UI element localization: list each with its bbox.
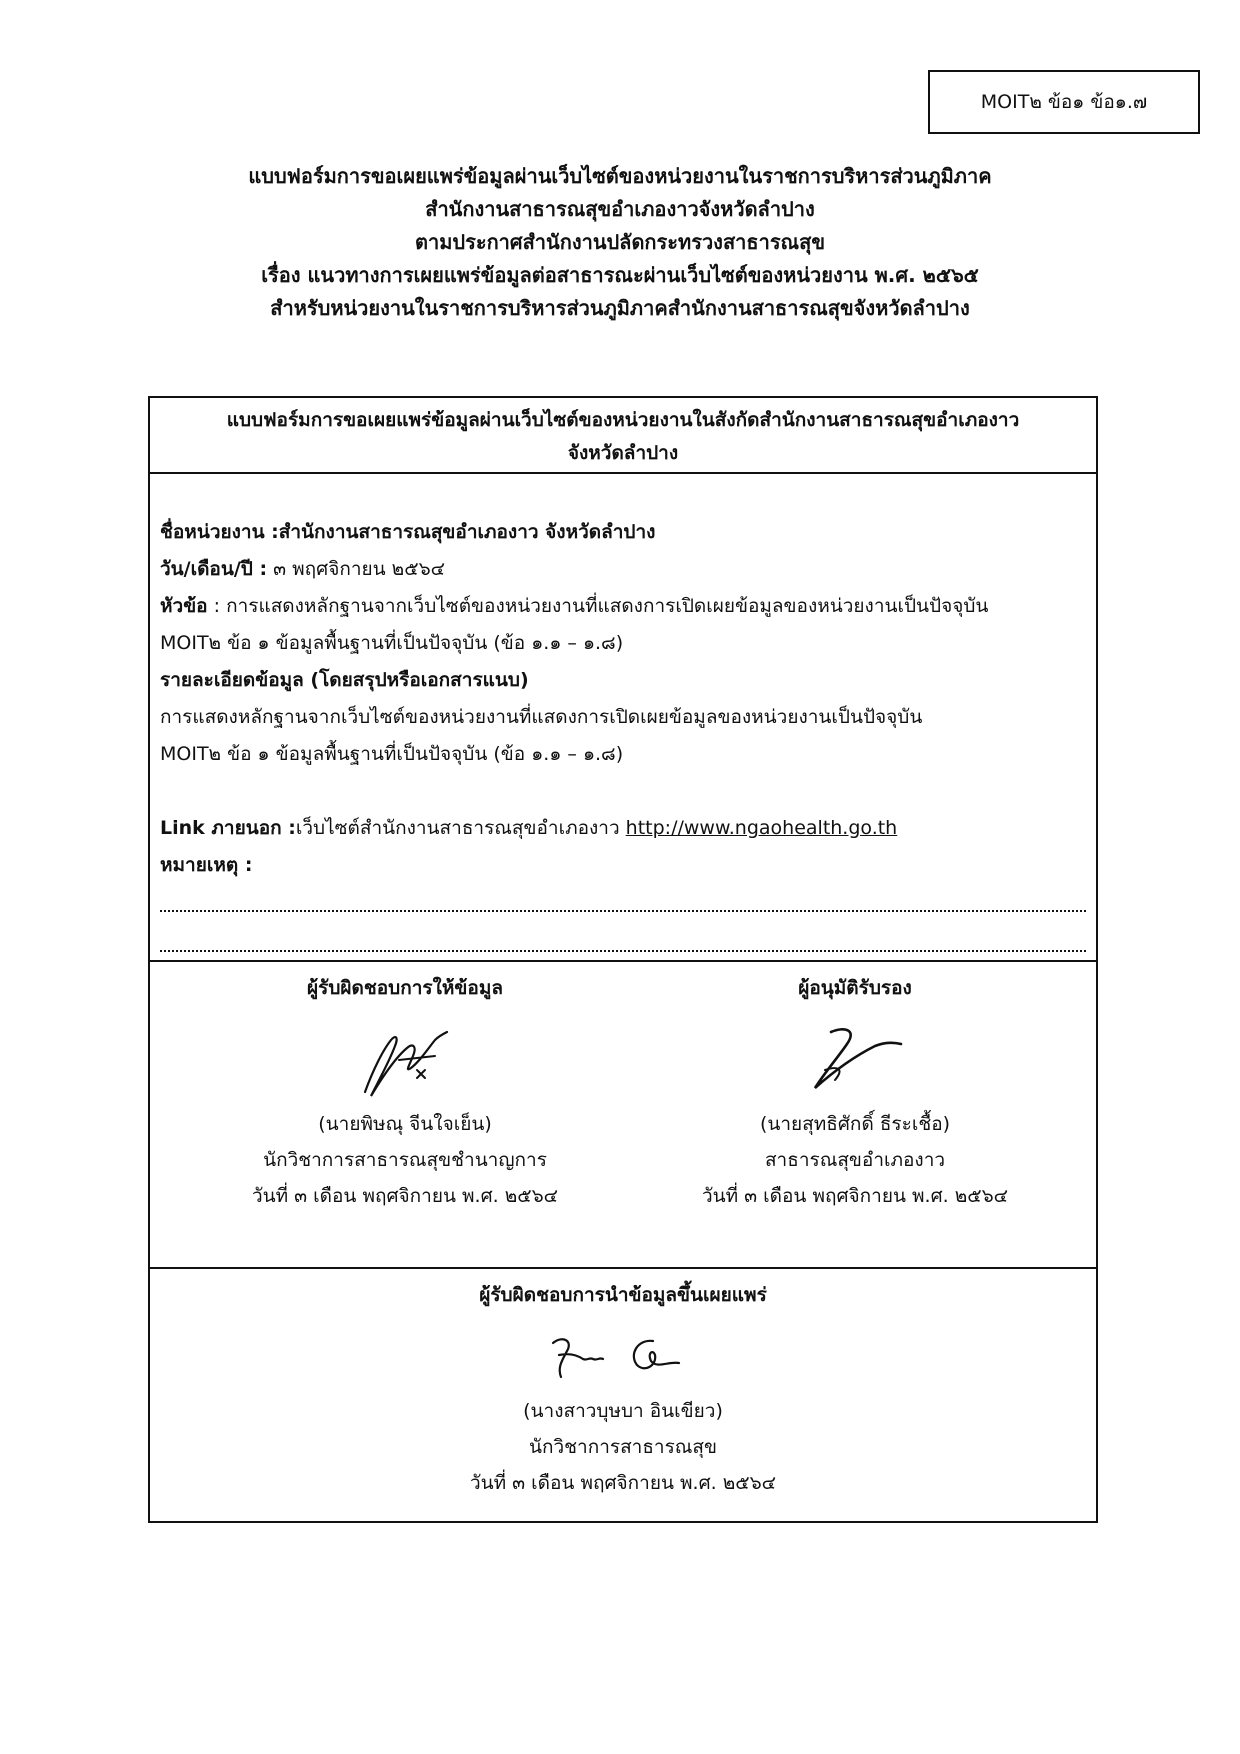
header-line-4: เรื่อง แนวทางการเผยแพร่ข้อมูลต่อสาธารณะผ่านเว็บไซต์ของหน่วยงาน พ.ศ. ๒๕๖๕: [261, 263, 979, 287]
provider-signature-image: [335, 1010, 475, 1106]
link-description: เว็บไซต์สำนักงานสาธารณสุขอำเภองาว: [295, 817, 626, 839]
link-row: [160, 810, 1086, 847]
details-label: รายละเอียดข้อมูล (โดยสรุปหรือเอกสารแนบ): [160, 669, 529, 691]
header-line-2: สำนักงานสาธารณสุขอำเภองาวจังหวัดลำปาง: [425, 197, 815, 221]
agency-label: ชื่อหน่วยงาน :: [160, 521, 279, 543]
header-line-1: แบบฟอร์มการขอเผยแพร่ข้อมูลผ่านเว็บไซต์ของหน่วยงานในราชการบริหารส่วนภูมิภาค: [248, 164, 992, 188]
topic-row: [160, 588, 1086, 625]
header-line-5: สำหรับหน่วยงานในราชการบริหารส่วนภูมิภาคสำนักงานสาธารณสุขจังหวัดลำปาง: [270, 296, 970, 320]
note-dotted-line-2: [160, 930, 1086, 952]
approver-role: ผู้อนุมัติรับรอง: [798, 977, 912, 999]
publisher-signature-image: [533, 1321, 713, 1393]
form-details-section: [150, 474, 1096, 962]
publisher-name: (นางสาวบุษบา อินเขียว): [523, 1400, 723, 1422]
reference-code: MOIT๒ ข้อ๑ ข้อ๑.๗: [980, 91, 1148, 113]
publisher-section: [150, 1269, 1096, 1521]
date-row: [160, 551, 1086, 588]
form-title-line-1: แบบฟอร์มการขอเผยแพร่ข้อมูลผ่านเว็บไซต์ของหน่วยงานในสังกัดสำนักงานสาธารณสุขอำเภองาว: [226, 409, 1020, 431]
provider-role: ผู้รับผิดชอบการให้ข้อมูล: [307, 977, 503, 999]
publisher-date: วันที่ ๓ เดือน พฤศจิกายน พ.ศ. ๒๕๖๔: [469, 1472, 777, 1494]
reference-code-box: [928, 70, 1200, 134]
spacer: [160, 773, 1086, 810]
link-label: Link ภายนอก :: [160, 817, 296, 839]
header-line-3: ตามประกาศสำนักงานปลัดกระทรวงสาธารณสุข: [414, 230, 825, 254]
provider-signature-block: [190, 970, 620, 1214]
approver-date: วันที่ ๓ เดือน พฤศจิกายน พ.ศ. ๒๕๖๔: [701, 1185, 1009, 1207]
topic-label: หัวข้อ: [160, 595, 208, 617]
website-link[interactable]: http://www.ngaohealth.go.th: [625, 817, 898, 839]
topic-line-2: MOIT๒ ข้อ ๑ ข้อมูลพื้นฐานที่เป็นปัจจุบัน (ข้อ ๑.๑ – ๑.๘): [160, 632, 624, 654]
provider-name: (นายพิษณุ จีนใจเย็น): [318, 1113, 492, 1135]
approver-signature-image: [785, 1010, 925, 1106]
document-header: [80, 160, 1160, 325]
details-line-2: MOIT๒ ข้อ ๑ ข้อมูลพื้นฐานที่เป็นปัจจุบัน (ข้อ ๑.๑ – ๑.๘): [160, 743, 624, 765]
approver-signature-block: [640, 970, 1070, 1214]
date-label: วัน/เดือน/ปี :: [160, 558, 268, 580]
signature-section: [150, 962, 1096, 1269]
provider-date: วันที่ ๓ เดือน พฤศจิกายน พ.ศ. ๒๕๖๔: [251, 1185, 559, 1207]
note-label: หมายเหตุ :: [160, 854, 253, 876]
publication-request-form: [148, 396, 1098, 1523]
note-dotted-line-1: [160, 890, 1086, 912]
agency-value: สำนักงานสาธารณสุขอำเภองาว จังหวัดลำปาง: [278, 521, 656, 543]
form-title-line-2: จังหวัดลำปาง: [567, 442, 679, 464]
publisher-role: ผู้รับผิดชอบการนำข้อมูลขึ้นเผยแพร่: [479, 1284, 767, 1306]
date-value: ๓ พฤศจิกายน ๒๕๖๔: [267, 558, 446, 580]
publisher-position: นักวิชาการสาธารณสุข: [528, 1436, 718, 1458]
approver-position: สาธารณสุขอำเภองาว: [764, 1149, 946, 1171]
form-title: [150, 398, 1096, 474]
approver-name: (นายสุทธิศักดิ์ ธีระเชื้อ): [759, 1113, 951, 1135]
topic-value: : การแสดงหลักฐานจากเว็บไซต์ของหน่วยงานที่แสดงการเปิดเผยข้อมูลของหน่วยงานเป็นปัจจุบัน: [207, 595, 989, 617]
agency-row: [160, 514, 1086, 551]
details-line-1: การแสดงหลักฐานจากเว็บไซต์ของหน่วยงานที่แสดงการเปิดเผยข้อมูลของหน่วยงานเป็นปัจจุบัน: [160, 706, 923, 728]
provider-position: นักวิชาการสาธารณสุขชำนาญการ: [263, 1149, 547, 1171]
